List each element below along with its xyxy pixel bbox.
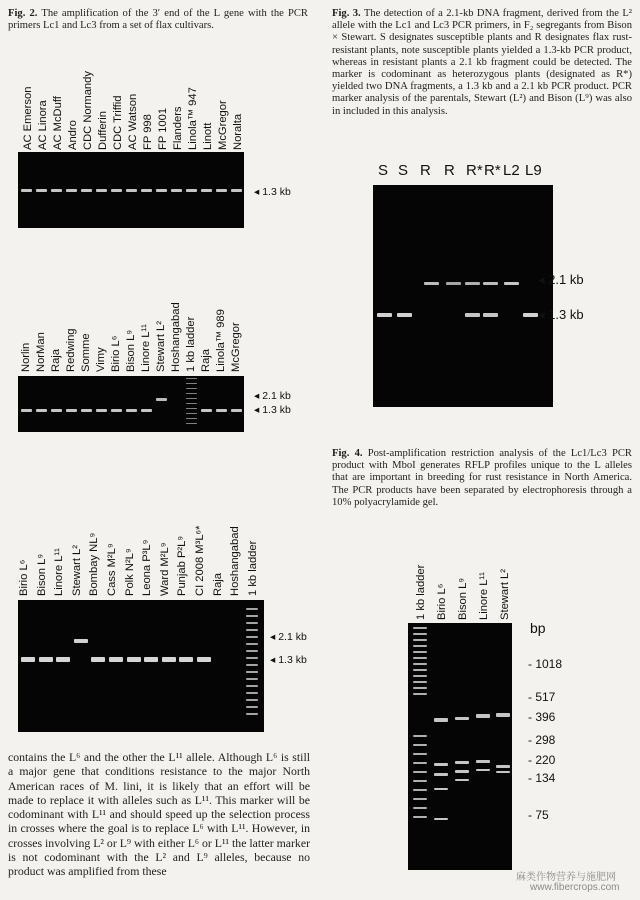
fig2-panel3-lane-label-9: Punjab P²L⁹: [176, 535, 189, 596]
fig4-lane-label-4: Stewart L²: [499, 569, 511, 620]
fig3-marker-1-3kb: ◂ 1.3 kb: [538, 307, 584, 322]
fig4-birio-band-1: [434, 763, 448, 766]
fig2-panel2-lane-label-14: McGregor: [230, 322, 242, 372]
fig2-panel3-band-8: [162, 657, 176, 662]
fig3-caption-text: The detection of a 2.1-kb DNA fragment, derived from the L² allele with the Lc1 and Lc3 PCR primers, in F₂ segregants from Bison × Stewart. S designates susceptible plants and R designates flax rust-resistant plants, note susceptible plants yielded a 1.3-kb PCR product, whereas in resistant plants a 2.1 kb fragment could be detected. The marker is codominant as heterozygous plants (designated as R*) yielded two DNA fragments, a 1.3 kb and a 2.1 kb PCR product. PCR marker analysis of the parentals, Stewart (L²) and Bison (L⁹) was also in included in this analysis.: [332, 8, 632, 117]
fig4-caption-label: Fig. 4.: [332, 448, 363, 459]
fig2-panel2-marker-2-1kb: ◂ 2.1 kb: [254, 390, 291, 402]
fig2-panel2-band-0: [21, 409, 32, 412]
fig3-band-2-1kb-4: [504, 282, 519, 285]
fig2-panel1-band-1: [36, 189, 47, 192]
fig2-panel2-band-4: [81, 409, 92, 412]
fig2-panel1-band-9: [156, 189, 167, 192]
fig4-ladder-band-12: [413, 735, 427, 737]
fig2-panel2-lane-label-12: Raja: [200, 348, 212, 372]
fig2-panel3-lane-label-13: 1 kb ladder: [246, 540, 259, 596]
fig2-panel2-band-13: [216, 409, 227, 412]
fig2-caption-text: The amplification of the 3′ end of the L gene with the PCR primers Lc1 and Lc3 from a set of flax cultivars.: [8, 8, 308, 32]
fig4-gel: [408, 623, 512, 870]
fig2-panel2-band-5: [96, 409, 107, 412]
fig2-panel2-lane-label-10: Hoshangabad: [170, 302, 182, 372]
fig2-panel3-band-5: [109, 657, 123, 662]
fig2-panel1-band-7: [126, 189, 137, 192]
fig2-caption: [8, 8, 308, 32]
fig2-panel3-ladder-band-15: [246, 713, 258, 715]
fig4-ladder-band-9: [413, 681, 427, 683]
fig2-panel3-band-1: [39, 657, 53, 662]
fig4-ladder-band-2: [413, 639, 427, 641]
fig2-panel1-lane-label-12: Linott: [202, 122, 214, 150]
fig3-band-2-1kb-0: [424, 282, 439, 285]
fig2-panel1-band-10: [171, 189, 182, 192]
fig2-panel3-lane-label-4: Bombay NL⁹: [88, 532, 101, 596]
fig2-panel2-lane-label-0: Norlin: [20, 342, 32, 372]
fig2-panel2-lane-label-11: 1 kb ladder: [185, 316, 197, 372]
fig2-panel3-marker-2-1kb: ◂ 2.1 kb: [270, 631, 307, 643]
fig2-panel3-lane-label-5: Cass M²L⁹: [106, 543, 118, 596]
fig3-lane-label-4: R*: [466, 162, 483, 179]
fig2-panel1-lane-label-6: CDC Triffid: [112, 95, 124, 150]
fig2-panel1-lane-label-10: Flanders: [172, 106, 184, 150]
fig2-panel1-band-6: [111, 189, 122, 192]
fig4-bp-value-6: - 75: [528, 808, 549, 822]
fig2-panel3-ladder-band-14: [246, 706, 258, 708]
watermark-line1: 麻类作物营养与施肥网: [516, 872, 616, 883]
fig2-panel2-marker-1-3kb: ◂ 1.3 kb: [254, 404, 291, 416]
fig2-panel1-lane-label-4: CDC Normandy: [82, 71, 94, 150]
fig2-panel3-lane-label-3: Stewart L²: [70, 545, 83, 596]
fig2-panel3-band-2: [56, 657, 70, 662]
fig4-ladder-band-17: [413, 780, 427, 782]
fig2-panel1-lane-label-0: AC Emerson: [22, 86, 34, 150]
fig2-panel2-lane-label-4: Somme: [80, 333, 92, 372]
fig3-lane-label-0: S: [378, 162, 389, 179]
fig2-panel2-lane-label-5: Vimy: [95, 347, 107, 372]
fig3-lane-label-1: S: [398, 162, 409, 179]
fig2-panel2-band-2: [51, 409, 62, 412]
fig2-panel3-band-0: [21, 657, 35, 662]
fig4-ladder-band-10: [413, 687, 427, 689]
fig3-band-2-1kb-3: [483, 282, 498, 285]
fig4-ladder-band-6: [413, 663, 427, 665]
fig2-panel1-lane-label-3: Andro: [67, 120, 79, 150]
fig2-panel2-ladder-band-4: [186, 398, 197, 399]
fig2-panel2-lane-label-6: Birio L⁶: [110, 335, 122, 372]
fig4-ladder-band-13: [413, 744, 427, 746]
fig4-ladder-band-3: [413, 645, 427, 647]
fig2-panel2-lane-label-7: Bison L⁹: [125, 329, 137, 372]
fig4-lane-label-2: Bison L⁹: [457, 577, 469, 620]
fig3-band-2-1kb-2: [465, 282, 480, 285]
fig4-ladder-band-5: [413, 657, 427, 659]
fig2-panel1-marker-1-3kb: ◂ 1.3 kb: [254, 186, 291, 198]
fig4-birio-band-4: [434, 818, 448, 820]
fig2-panel2-band-14: [231, 409, 242, 412]
fig2-panel1-band-4: [81, 189, 92, 192]
fig2-panel3-ladder-band-7: [246, 657, 258, 659]
fig4-ladder-band-7: [413, 669, 427, 671]
fig2-panel3-lane-label-12: Hoshangabad: [229, 526, 242, 596]
fig2-panel3-gel: [18, 600, 264, 732]
fig2-panel3-lane-label-11: Raja: [211, 572, 224, 596]
fig2-panel3-ladder-band-6: [246, 650, 258, 652]
fig4-linore-band-1: [476, 760, 490, 763]
fig2-panel3-lane-label-8: Ward M²L⁹: [158, 542, 171, 596]
fig3-caption-label: Fig. 3.: [332, 8, 361, 19]
fig2-panel2-ladder-band-1: [186, 383, 197, 384]
fig4-lane-label-0: 1 kb ladder: [415, 564, 427, 620]
fig2-panel3-lane-label-6: Polk N²L⁹: [123, 548, 136, 596]
fig2-panel3-band-7: [144, 657, 158, 662]
fig2-panel1-lane-label-7: AC Watson: [127, 93, 139, 150]
fig4-ladder-band-21: [413, 816, 427, 818]
fig2-panel3-ladder-band-12: [246, 692, 258, 694]
fig2-panel1-band-8: [141, 189, 152, 192]
fig4-stewart-band-1: [496, 765, 510, 768]
fig2-panel2-ladder-band-9: [186, 423, 197, 424]
fig4-ladder-band-8: [413, 675, 427, 677]
fig2-panel3-ladder-band-4: [246, 636, 258, 638]
fig3-band-1-3kb-0: [377, 313, 392, 317]
fig2-panel3-lane-label-0: Birio L⁶: [18, 559, 30, 596]
fig3-lane-label-2: R: [420, 162, 431, 179]
fig2-panel1-lane-label-13: McGregor: [217, 100, 229, 150]
fig2-panel3-ladder-band-11: [246, 685, 258, 687]
body-text: contains the L⁶ and the other the L¹¹ allele. Although L⁶ is still a major gene that conditions resistance to the major North American races of M. lini, it is likely that an effort will be made to replace it with alleles such as L¹¹. This marker will be codominant with L¹¹ and should speed up the selection process in crosses where the goal is to replace L⁶ with L¹¹. However, in crosses involving L² or L⁹ with either L⁶ or L¹¹ the latter marker is not codominant with the L² and L⁹ alleles, because no product was amplified from these: [8, 750, 310, 879]
fig4-bp-value-0: - 1018: [528, 657, 563, 671]
fig2-panel2-ladder-band-0: [186, 378, 197, 379]
fig4-bp-value-5: - 134: [528, 771, 556, 785]
fig2-panel3-ladder-band-3: [246, 629, 258, 631]
fig4-linore-band-0: [476, 714, 490, 718]
fig2-panel3-band-2-1kb-3: [74, 639, 88, 643]
fig2-panel2-lane-label-2: Raja: [50, 348, 62, 372]
fig4-bison-band-1: [455, 761, 469, 764]
fig4-ladder-band-1: [413, 633, 427, 635]
fig4-ladder-band-14: [413, 753, 427, 755]
fig2-panel3-lane-label-1: Bison L⁹: [35, 553, 48, 596]
fig2-panel1-band-13: [216, 189, 227, 192]
fig2-panel3-band-9: [179, 657, 193, 662]
fig4-birio-band-2: [434, 773, 448, 776]
fig2-panel1-band-5: [96, 189, 107, 192]
fig2-panel3-ladder-band-5: [246, 643, 258, 645]
fig2-caption-label: Fig. 2.: [8, 8, 38, 19]
fig2-panel2-band-12: [201, 409, 212, 412]
fig2-panel2-band-6: [111, 409, 122, 412]
fig4-lane-label-1: Birio L⁶: [436, 583, 448, 620]
fig2-panel3-band-4: [91, 657, 105, 662]
fig3-band-1-3kb-4: [523, 313, 538, 317]
fig3-lane-label-3: R: [444, 162, 455, 179]
fig2-panel2-lane-label-13: Linola™ 989: [215, 309, 227, 372]
fig4-caption: [332, 448, 632, 509]
fig4-ladder-band-15: [413, 762, 427, 764]
fig2-panel3-lane-label-7: Leona P³L⁹: [141, 539, 154, 596]
fig2-panel3-band-10: [197, 657, 211, 662]
fig2-panel3-lane-label-10: CI 2008 M³L⁶*: [194, 525, 206, 596]
fig2-panel1-lane-label-8: FP 998: [142, 114, 154, 150]
fig2-panel1-lane-label-11: Linola™ 947: [187, 87, 199, 150]
fig4-birio-band-0: [434, 718, 448, 722]
fig2-panel3-marker-1-3kb: ◂ 1.3 kb: [270, 654, 307, 666]
fig2-panel2-ladder-band-8: [186, 418, 197, 419]
fig4-ladder-band-0: [413, 627, 427, 629]
fig2-panel2-ladder-band-7: [186, 413, 197, 414]
fig2-panel2-band-2-1kb-9: [156, 398, 167, 401]
fig4-bison-band-3: [455, 779, 469, 781]
fig2-panel3-lane-label-2: Linore L¹¹: [53, 548, 66, 596]
fig2-panel3-ladder-band-10: [246, 678, 258, 680]
fig2-panel2-lane-label-3: Redwing: [65, 328, 77, 372]
fig4-ladder-band-11: [413, 693, 427, 695]
fig2-panel3-ladder-band-8: [246, 664, 258, 666]
fig2-panel1-band-0: [21, 189, 32, 192]
fig2-panel1-gel: [18, 152, 244, 228]
fig4-bison-band-2: [455, 770, 469, 773]
fig4-caption-text: Post-amplification restriction analysis of the Lc1/Lc3 PCR product with MboI generates RFLP profiles unique to the L alleles that are important in breeding for rust resistance in North America. The PCR products have been separated by electrophoresis through a 10% polyacrylamide gel.: [332, 448, 632, 508]
fig3-band-2-1kb-1: [446, 282, 461, 285]
fig2-panel2-ladder-band-2: [186, 388, 197, 389]
fig3-lane-label-5: R*: [484, 162, 501, 179]
fig2-panel2-gel: [18, 376, 244, 432]
fig4-bison-band-0: [455, 717, 469, 720]
fig4-ladder-band-16: [413, 771, 427, 773]
fig4-bp-value-2: - 396: [528, 710, 556, 724]
fig2-panel2-band-8: [141, 409, 152, 412]
fig4-stewart-band-2: [496, 771, 510, 773]
fig2-panel3-ladder-band-0: [246, 608, 258, 610]
fig2-panel3-ladder-band-9: [246, 671, 258, 673]
fig2-panel1-lane-label-5: Dufferin: [97, 111, 109, 150]
fig2-panel1-lane-label-1: AC Linora: [37, 100, 49, 150]
fig2-panel2-band-7: [126, 409, 137, 412]
fig4-birio-band-3: [434, 788, 448, 790]
fig4-linore-band-2: [476, 769, 490, 771]
fig3-marker-2-1kb: ◂ 2.1 kb: [538, 272, 584, 287]
fig2-panel2-ladder-band-6: [186, 408, 197, 409]
fig4-bp-value-3: - 298: [528, 733, 556, 747]
watermark-line2: www.fibercrops.com: [530, 882, 620, 893]
fig4-stewart-band-0: [496, 713, 510, 717]
fig3-band-1-3kb-2: [465, 313, 480, 317]
fig2-panel1-band-3: [66, 189, 77, 192]
fig3-caption: [332, 8, 632, 118]
fig2-panel1-band-12: [201, 189, 212, 192]
fig2-panel3-ladder-band-13: [246, 699, 258, 701]
fig4-bp-label: bp: [530, 620, 546, 636]
fig2-panel1-lane-label-14: Noralta: [232, 113, 244, 150]
fig4-ladder-band-18: [413, 789, 427, 791]
fig2-panel3-band-6: [127, 657, 141, 662]
fig2-panel2-ladder-band-3: [186, 393, 197, 394]
fig2-panel2-lane-label-8: Linore L¹¹: [140, 324, 152, 372]
fig2-panel2-lane-label-1: NorMan: [35, 332, 47, 372]
fig3-lane-label-6: L2: [503, 162, 520, 179]
fig4-bp-value-4: - 220: [528, 753, 556, 767]
fig2-panel2-ladder-band-5: [186, 403, 197, 404]
fig3-band-1-3kb-1: [397, 313, 412, 317]
fig2-panel1-band-2: [51, 189, 62, 192]
fig4-lane-label-3: Linore L¹¹: [478, 572, 490, 620]
fig2-panel1-lane-label-2: AC McDuff: [52, 96, 64, 150]
fig2-panel2-lane-label-9: Stewart L²: [155, 321, 167, 372]
fig3-band-1-3kb-3: [483, 313, 498, 317]
fig2-panel3-ladder-band-1: [246, 615, 258, 617]
fig2-panel3-ladder-band-2: [246, 622, 258, 624]
fig2-panel1-band-14: [231, 189, 242, 192]
fig4-bp-value-1: - 517: [528, 690, 556, 704]
fig4-ladder-band-20: [413, 807, 427, 809]
fig2-panel2-band-3: [66, 409, 77, 412]
fig4-ladder-band-19: [413, 798, 427, 800]
fig2-panel1-lane-label-9: FP 1001: [157, 107, 169, 150]
fig4-ladder-band-4: [413, 651, 427, 653]
fig3-gel: [373, 185, 553, 407]
fig3-lane-label-7: L9: [525, 162, 542, 179]
fig2-panel1-band-11: [186, 189, 197, 192]
fig2-panel2-band-1: [36, 409, 47, 412]
